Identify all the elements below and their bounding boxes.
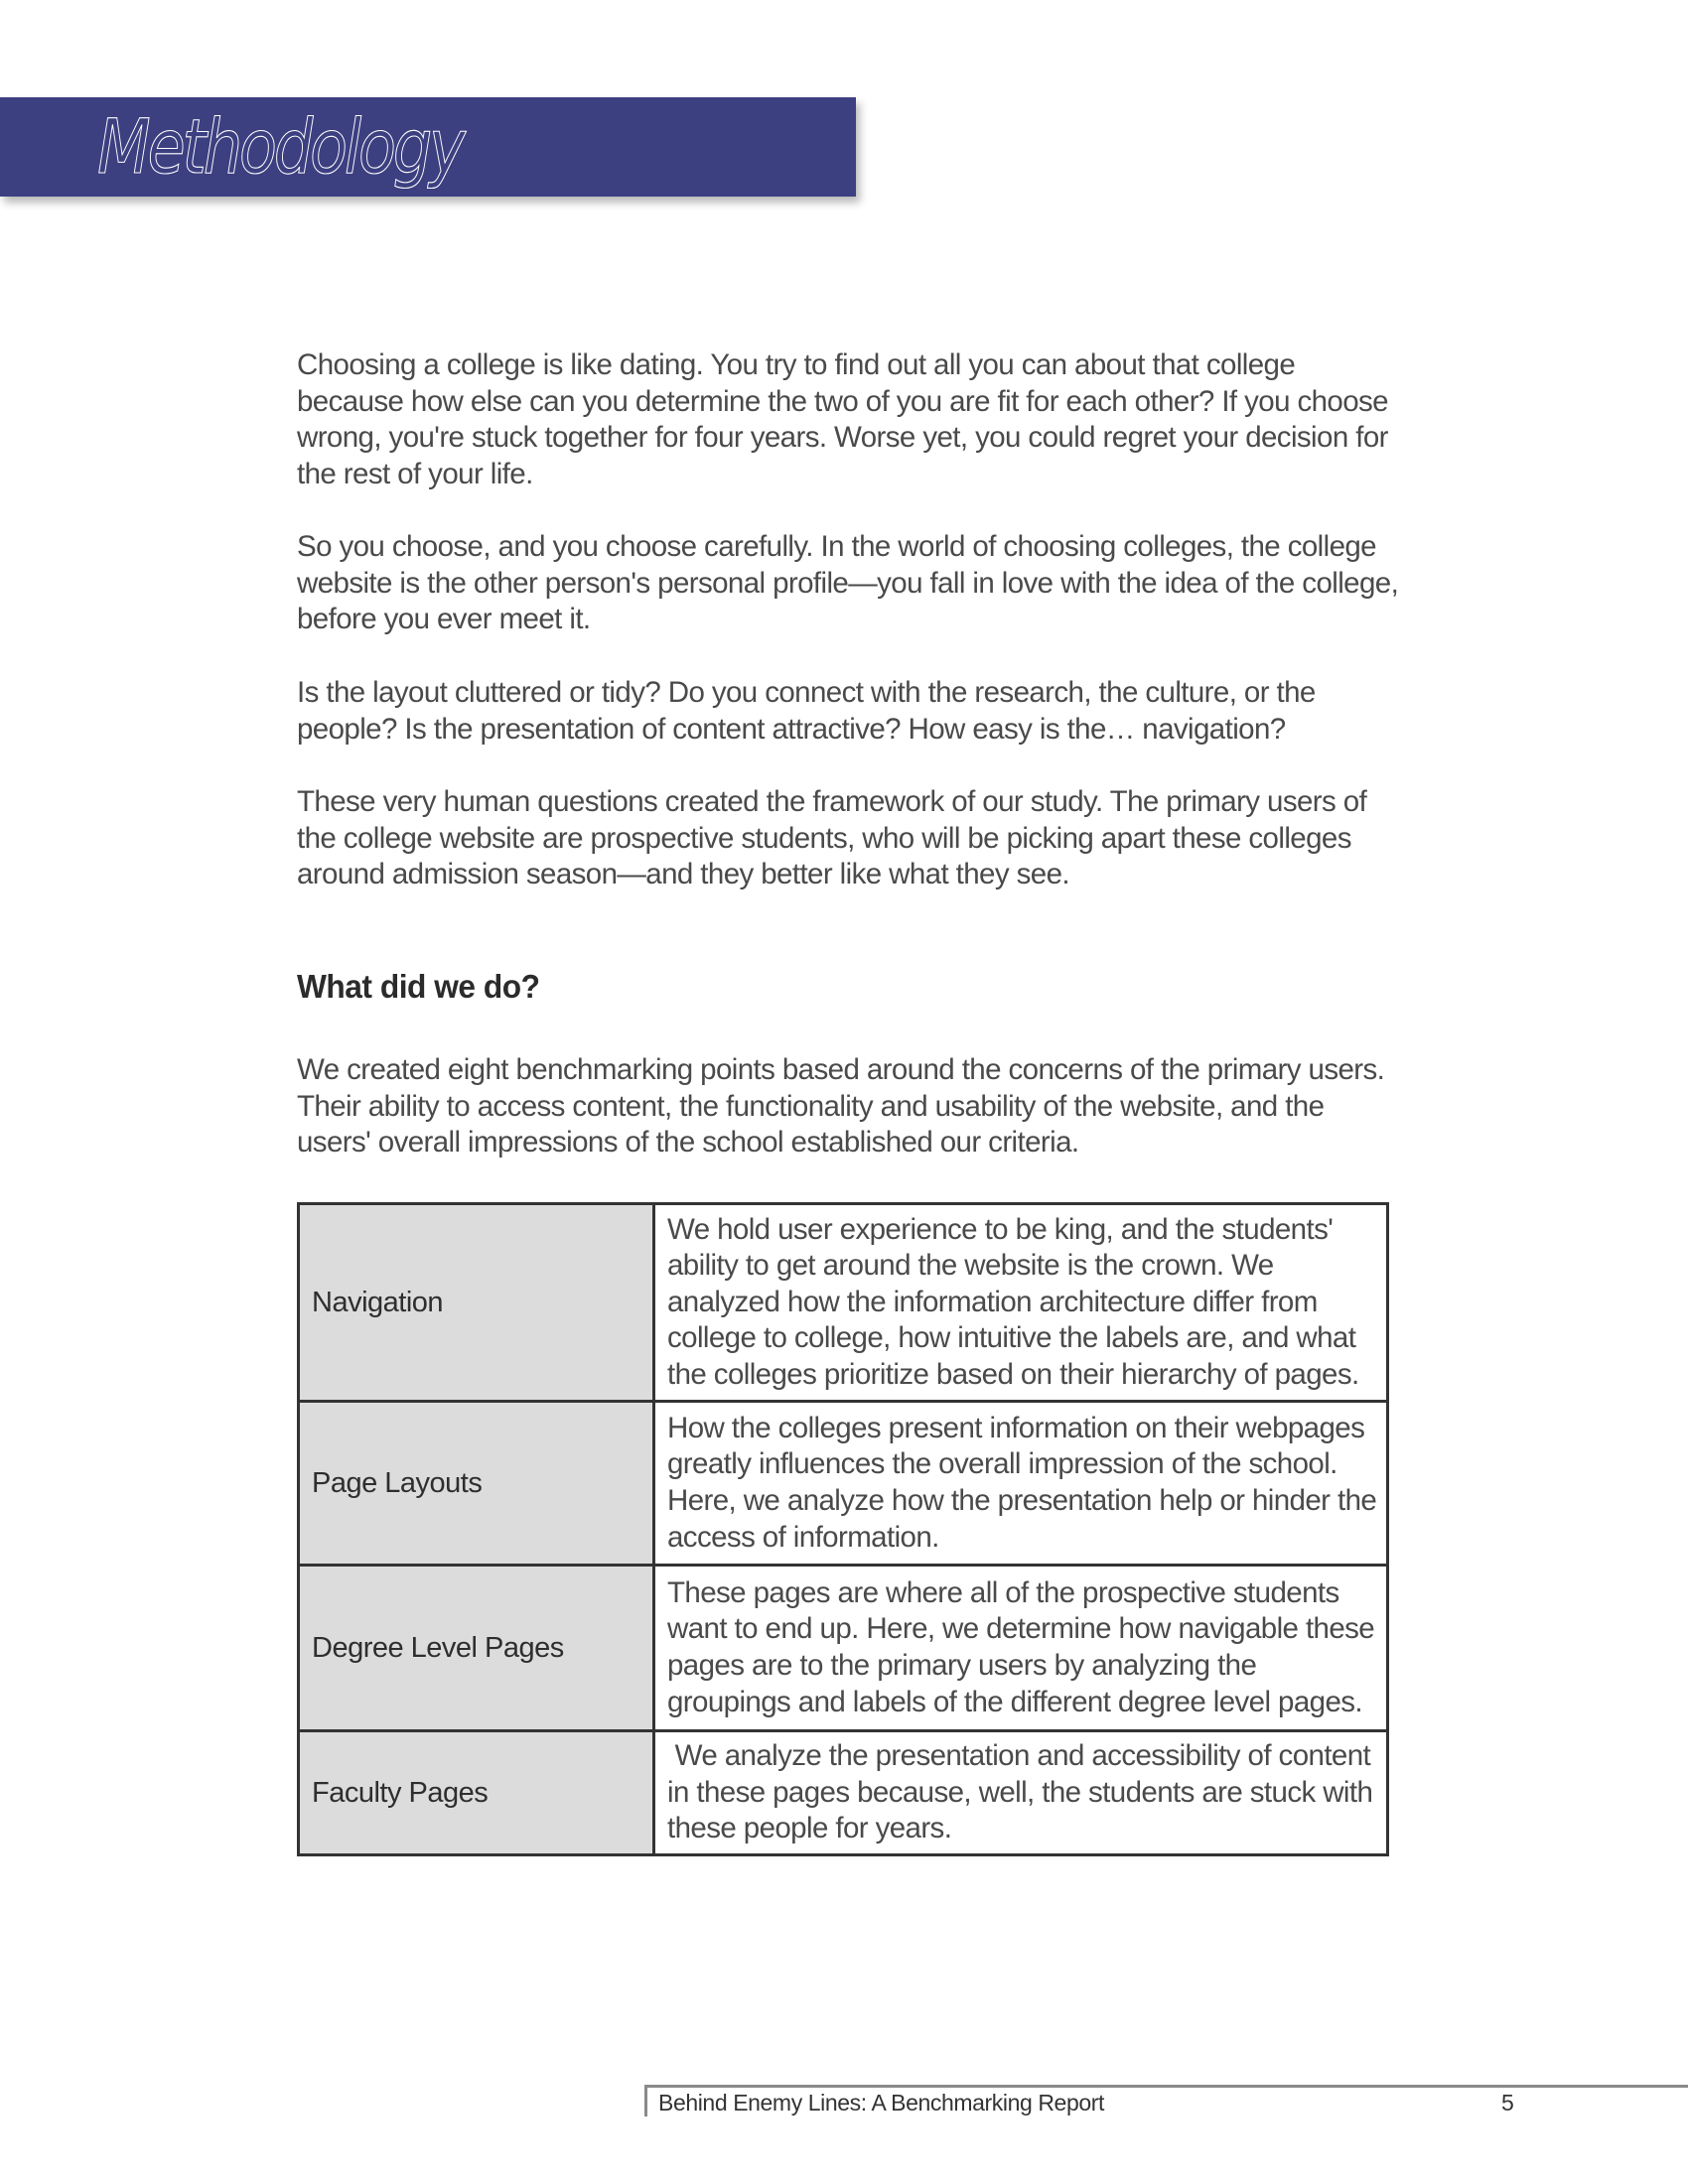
table-row bbox=[299, 1731, 1388, 1855]
section-heading: What did we do? bbox=[297, 968, 540, 1005]
intro-paragraph: So you choose, and you choose carefully. In the world of choosing colleges, the college website is the other person's personal profile—you fall in love with the idea of the college, before you ever meet it. bbox=[297, 530, 1399, 636]
page-number: 5 bbox=[1501, 2090, 1514, 2116]
criteria-description: These pages are where all of the prospective students want to end up. Here, we determine how navigable these pages are to the primary users by analyzing the groupings and labels of the different degree level pages. bbox=[654, 1566, 1388, 1731]
intro-paragraph: Is the layout cluttered or tidy? Do you connect with the research, the culture, or the people? Is the presentation of content attractive? How easy is the… navigation? bbox=[297, 676, 1316, 746]
table-row bbox=[299, 1402, 1388, 1566]
criteria-label: Navigation bbox=[299, 1204, 654, 1402]
intro-paragraph: These very human questions created the framework of our study. The primary users of the college website are prospective students, who will be picking apart these colleges around admission season—and they better like what they see. bbox=[297, 785, 1367, 891]
intro-paragraph: Choosing a college is like dating. You try to find out all you can about that college because how else can you determine the two of you are fit for each other? If you choose wrong, you're stuck together for four years. Worse yet, you could regret your decision for the rest of your life. bbox=[297, 348, 1388, 490]
section-paragraph: We created eight benchmarking points based around the concerns of the primary users. Their ability to access content, the functionality and usability of the website, and the users' overall impressions of the school established our criteria. bbox=[297, 1053, 1385, 1160]
criteria-table bbox=[297, 1202, 1389, 1856]
criteria-label: Degree Level Pages bbox=[299, 1566, 654, 1731]
table-row bbox=[299, 1204, 1388, 1402]
criteria-description: We analyze the presentation and accessibility of content in these pages because, well, the students are stuck with these people for years. bbox=[654, 1731, 1388, 1855]
table-row bbox=[299, 1566, 1388, 1731]
criteria-label: Faculty Pages bbox=[299, 1731, 654, 1855]
footer-divider-tick bbox=[644, 2085, 647, 2116]
page-title: Methodology bbox=[97, 102, 463, 191]
criteria-label: Page Layouts bbox=[299, 1402, 654, 1566]
title-banner bbox=[0, 97, 856, 197]
criteria-description: How the colleges present information on their webpages greatly influences the overall impression of the school. Here, we analyze how the presentation help or hinder the access of information. bbox=[654, 1402, 1388, 1566]
criteria-description: We hold user experience to be king, and the students' ability to get around the website is the crown. We analyzed how the information architecture differ from college to college, how intuitive the labels are, and what the colleges prioritize based on their hierarchy of pages. bbox=[654, 1204, 1388, 1402]
footer-report-title: Behind Enemy Lines: A Benchmarking Report bbox=[658, 2090, 1104, 2116]
